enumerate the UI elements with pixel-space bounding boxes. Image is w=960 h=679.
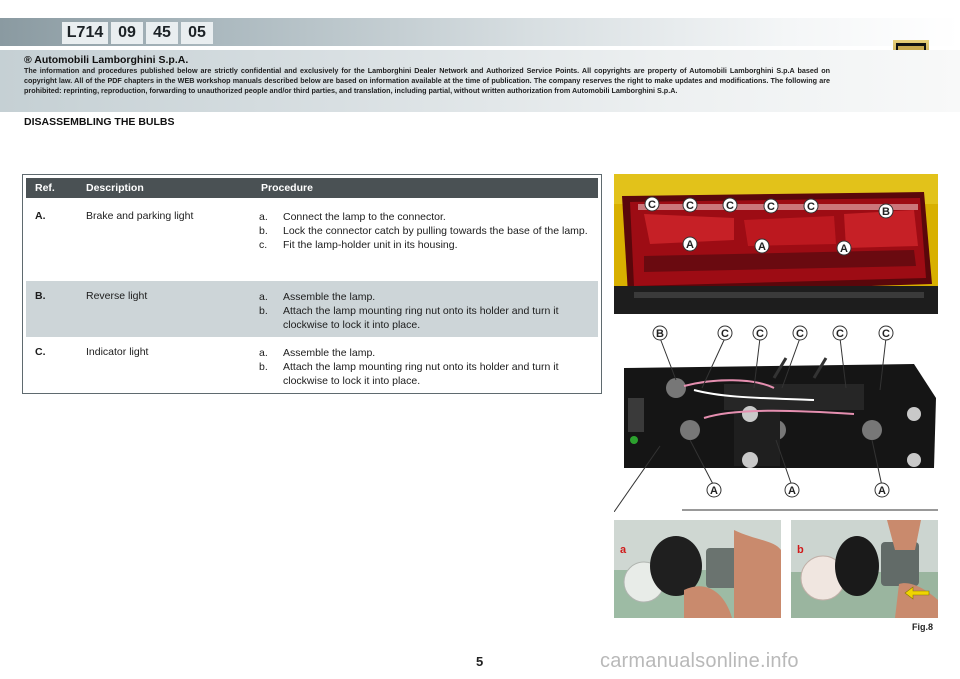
callout-c: C — [721, 328, 729, 340]
step-b-photo — [791, 520, 938, 618]
doc-code-subgroup: 45 — [146, 22, 178, 44]
callout-a: A — [758, 241, 766, 253]
callout-a: A — [878, 485, 886, 497]
procedure-step: b. Attach the lamp mounting ring nut onto its holder and turn it clockwise to lock it into place. — [259, 305, 559, 331]
procedure-step: a. Assemble the lamp. — [259, 347, 376, 359]
table-row — [26, 201, 598, 281]
doc-code-group: 09 — [111, 22, 143, 44]
callout-a: A — [840, 243, 848, 255]
procedure-steps — [259, 210, 594, 252]
callout-c: C — [726, 200, 734, 212]
procedure-step: c. Fit the lamp-holder unit in its housing. — [259, 239, 458, 251]
photo-label-a: a — [620, 544, 627, 556]
procedure-step: b. Lock the connector catch by pulling towards the base of the lamp. — [259, 225, 588, 237]
row-ref: B. — [35, 290, 46, 302]
callout-a: A — [788, 485, 796, 497]
procedure-step: a. Assemble the lamp. — [259, 291, 376, 303]
photo-label-b: b — [797, 544, 804, 556]
callout-c: C — [796, 328, 804, 340]
header-ref: Ref. — [35, 182, 55, 194]
callout-a: A — [710, 485, 718, 497]
table-header — [26, 178, 598, 198]
section-title: DISASSEMBLING THE BULBS — [24, 116, 175, 128]
watermark: carmanualsonline.info — [600, 650, 799, 672]
callout-c: C — [648, 199, 656, 211]
procedure-table — [22, 174, 602, 394]
figure-caption: Fig.8 — [912, 622, 934, 632]
doc-code-section: 05 — [181, 22, 213, 44]
row-description: Indicator light — [86, 346, 149, 358]
lamp-rear-photo — [614, 318, 938, 512]
callout-c: C — [767, 201, 775, 213]
procedure-step: b. Attach the lamp mounting ring nut onto its holder and turn it clockwise to lock it into place. — [259, 361, 559, 387]
table-row — [26, 281, 598, 337]
row-ref: A. — [35, 210, 46, 222]
procedure-steps — [259, 346, 594, 388]
procedure-steps — [259, 290, 594, 332]
table-row — [26, 337, 598, 390]
header-band — [0, 18, 960, 46]
callout-b: B — [882, 206, 890, 218]
step-a-photo — [614, 520, 781, 618]
callout-c: C — [756, 328, 764, 340]
callout-c: C — [882, 328, 890, 340]
row-ref: C. — [35, 346, 46, 358]
copyright-title: ® Automobili Lamborghini S.p.A. — [24, 54, 189, 66]
callout-c: C — [686, 200, 694, 212]
procedure-step: a. Connect the lamp to the connector. — [259, 211, 446, 223]
callout-a: A — [686, 239, 694, 251]
arrow-left-icon — [903, 586, 931, 600]
row-description: Reverse light — [86, 290, 148, 302]
doc-code-model: L714 — [62, 22, 108, 44]
page-number: 5 — [476, 654, 484, 669]
copyright-text: The information and procedures published below are strictly confidential and exclusively for the Lamborghini Dealer Network and Authorized Service Points. All copyrights are property of Automobili Lamborghini S.p.A based on copyright law. All of the PDF chapters in the WEB workshop manuals described below are based on information available at the time of publication. The company reserves the right to make updates and modifications. The following are prohibited: reprinting, reproduction, forwarding to unauthorized people and/or third parties, and translation, including partial, without written authorization from Automobili Lamborghini S.p.A. — [24, 66, 830, 96]
taillight-photo — [614, 174, 938, 314]
header-description: Description — [86, 182, 144, 194]
callout-c: C — [836, 328, 844, 340]
row-description: Brake and parking light — [86, 210, 194, 222]
callout-b: B — [656, 328, 664, 340]
header-procedure: Procedure — [261, 182, 313, 194]
callout-c: C — [807, 201, 815, 213]
